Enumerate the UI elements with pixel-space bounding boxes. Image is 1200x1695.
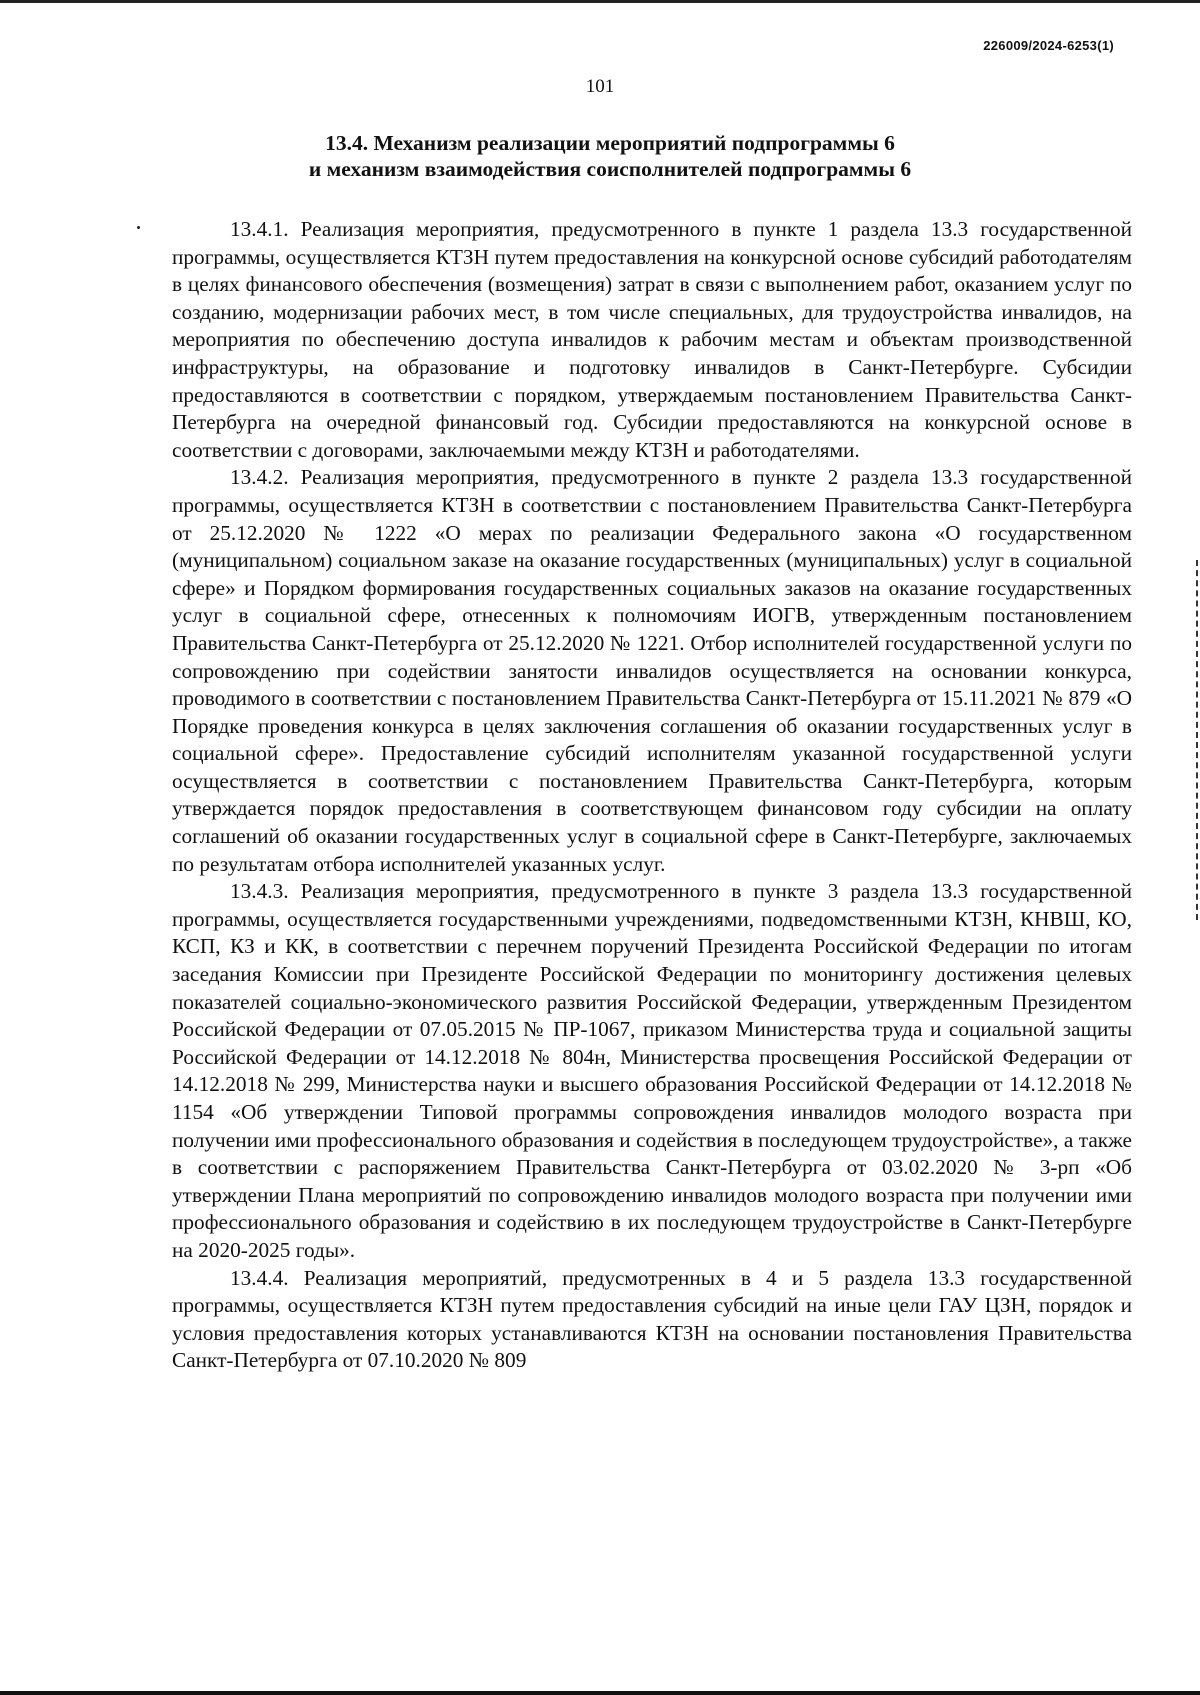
paragraph-13-4-1: 13.4.1. Реализация мероприятия, предусмотренного в пункте 1 раздела 13.3 государственной программы, осуществляется КТЗН путем предоставления на конкурсной основе субсидий работодателям в целях финансового обеспечения (возмещения) затрат в связи с выполнением работ, оказанием услуг по созданию, модернизации рабочих мест, в том числе специальных, для трудоустройства инвалидов, на мероприятия по обеспечению доступа инвалидов к рабочим местам и объектам производственной инфраструктуры, на образование и подготовку инвалидов в Санкт-Петербурге. Субсидии предоставляются в соответствии с порядком, утверждаемым постановлением Правительства Санкт-Петербурга на очередной финансовый год. Субсидии предоставляются на конкурсной основе в соответствии с договорами, заключаемыми между КТЗН и работодателями. <box>172 217 1132 462</box>
section-title-line-2: и механизм взаимодействия соисполнителей подпрограммы 6 <box>308 157 912 181</box>
section-title-line-1: 13.4. Механизм реализации мероприятий подпрограммы 6 <box>325 131 895 155</box>
section-title <box>170 130 1050 182</box>
scan-edge-right <box>1193 560 1198 920</box>
document-id: 226009/2024-6253(1) <box>983 38 1114 53</box>
paragraph-13-4-3: 13.4.3. Реализация мероприятия, предусмотренного в пункте 3 раздела 13.3 государственной программы, осуществляется государственными учреждениями, подведомственными КТЗН, КНВШ, КО, КСП, КЗ и КК, в соответствии с перечнем поручений Президента Российской Федерации по итогам заседания Комиссии при Президенте Российской Федерации по мониторингу достижения целевых показателей социально-экономического развития Российской Федерации, утвержденным Президентом Российской Федерации от 07.05.2015 № ПР-1067, приказом Министерства труда и социальной защиты Российской Федерации от 14.12.2018 № 804н, Министерства просвещения Российской Федерации от 14.12.2018 № 299, Министерства науки и высшего образования Российской Федерации от 14.12.2018 № 1154 «Об утверждении Типовой программы сопровождения инвалидов молодого возраста при получении ими профессионального образования и содействия в последующем трудоустройстве», а также в соответствии с распоряжением Правительства Санкт-Петербурга от 03.02.2020 № 3-рп «Об утверждении Плана мероприятий по сопровождению инвалидов молодого возраста при получении ими профессионального образования и содействию в их последующем трудоустройстве в Санкт-Петербурге на 2020-2025 годы». <box>172 879 1132 1262</box>
page-number: 101 <box>585 76 615 97</box>
paragraph-13-4-4: 13.4.4. Реализация мероприятий, предусмотренных в 4 и 5 раздела 13.3 государственной программы, осуществляется КТЗН путем предоставления субсидий на иные цели ГАУ ЦЗН, порядок и условия предоставления которых устанавливаются КТЗН на основании постановления Правительства Санкт-Петербурга от 07.10.2020 № 809 <box>172 1265 1132 1373</box>
scan-edge-bottom <box>0 1691 1200 1695</box>
scan-edge-top <box>0 0 1200 3</box>
scan-mark <box>137 226 140 229</box>
paragraph-13-4-2: 13.4.2. Реализация мероприятия, предусмотренного в пункте 2 раздела 13.3 государственной программы, осуществляется КТЗН в соответствии с постановлением Правительства Санкт-Петербурга от 25.12.2020 № 1222 «О мерах по реализации Федерального закона «О государственном (муниципальном) социальном заказе на оказание государственных (муниципальных) услуг в социальной сфере» и Порядком формирования государственных социальных заказов на оказание государственных услуг в социальной сфере, отнесенных к полномочиям ИОГВ, утвержденным постановлением Правительства Санкт-Петербурга от 25.12.2020 № 1221. Отбор исполнителей государственной услуги по сопровождению при содействии занятости инвалидов осуществляется на основании конкурса, проводимого в соответствии с постановлением Правительства Санкт-Петербурга от 15.11.2021 № 879 «О Порядке проведения конкурса в целях заключения соглашения об оказании государственных услуг в социальной сфере». Предоставление субсидий исполнителям указанной государственной услуги осуществляется в соответствии с постановлением Правительства Санкт-Петербурга, которым утверждается порядок предоставления в соответствующем финансовом году субсидии на оплату соглашений об оказании государственных услуг в социальной сфере в Санкт-Петербурге, заключаемых по результатам отбора исполнителей указанных услуг. <box>172 465 1132 876</box>
document-body <box>172 216 1132 1375</box>
